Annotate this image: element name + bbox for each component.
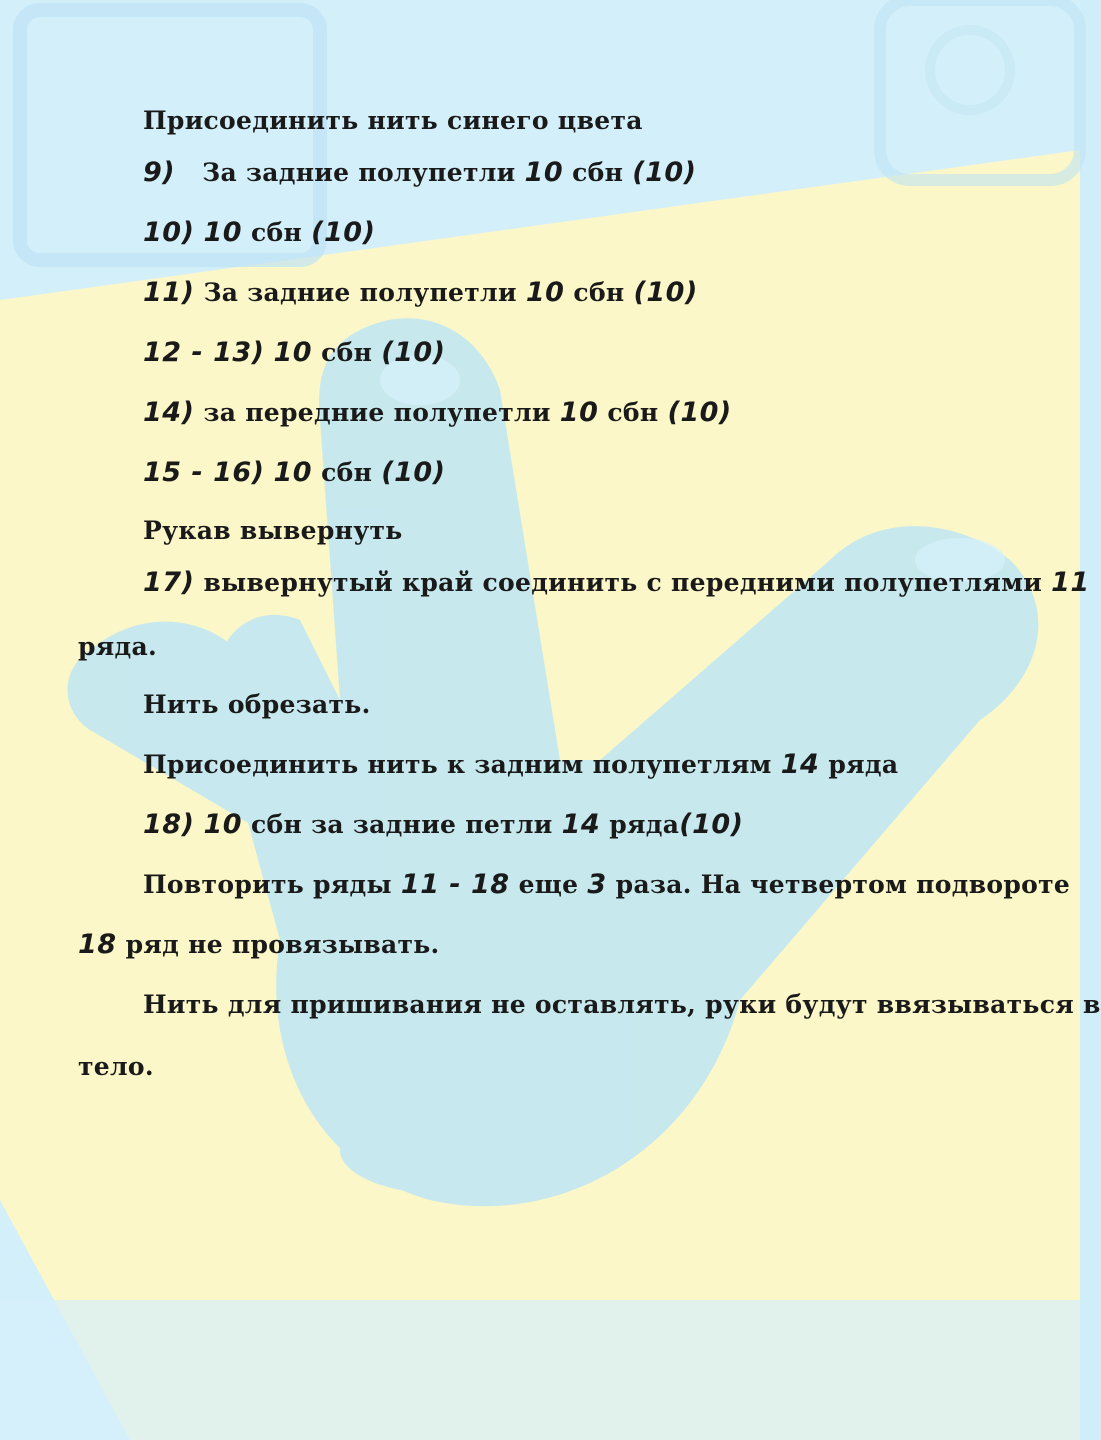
text-line <box>143 690 371 720</box>
total-count: (10) <box>311 217 376 248</box>
repeat-count: 3 <box>587 869 607 900</box>
total-count: (10) <box>633 277 698 308</box>
line-text: ряда <box>828 750 899 779</box>
line-text: За задние полупетли <box>203 278 517 307</box>
stitch-count: 10 <box>203 217 243 248</box>
line-text: сбн <box>321 458 373 487</box>
total-count: (10) <box>381 337 446 368</box>
text-line <box>143 278 698 308</box>
row-number: 11) <box>143 277 195 308</box>
total-count: (10) <box>381 457 446 488</box>
line-text: Присоединить нить к задним полупетлям <box>143 750 772 779</box>
text-line <box>143 218 375 248</box>
row-number: 12 - 13) <box>143 337 265 368</box>
text-line <box>143 398 732 428</box>
stitch-count: 10 <box>273 337 313 368</box>
line-text: еще <box>518 870 579 899</box>
row-number: 10) <box>143 217 195 248</box>
row-number: 14) <box>143 397 195 428</box>
text-line <box>143 869 1071 900</box>
stitch-count: 10 <box>273 457 313 488</box>
line-text: сбн за задние петли <box>251 810 553 839</box>
text-line <box>143 810 744 840</box>
line-text: Рукав вывернуть <box>143 516 403 545</box>
line-text: сбн <box>572 158 624 187</box>
row-range: 11 - 18 <box>400 869 510 900</box>
line-text: сбн <box>607 398 659 427</box>
line-text: раза. На четвертом подвороте <box>615 870 1071 899</box>
text-line <box>78 930 440 960</box>
row-reference: 11 <box>1051 567 1090 598</box>
row-reference: 14 <box>561 809 601 840</box>
total-count: (10) <box>632 157 697 188</box>
row-number: 17) <box>143 567 195 598</box>
total-count: (10) <box>679 809 744 840</box>
line-text: сбн <box>321 338 373 367</box>
text-line <box>78 632 157 662</box>
line-text: ряд не провязывать. <box>125 930 440 959</box>
stitch-count: 10 <box>524 157 564 188</box>
total-count: (10) <box>667 397 732 428</box>
text-line <box>143 567 1090 598</box>
line-text: тело. <box>78 1052 154 1081</box>
line-text: вывернутый край соединить с передними полупетлями <box>203 568 1043 597</box>
text-line <box>143 516 403 546</box>
row-number: 15 - 16) <box>143 457 265 488</box>
stitch-count: 10 <box>203 809 243 840</box>
line-text: Нить обрезать. <box>143 690 371 719</box>
line-text: За задние полупетли <box>202 158 516 187</box>
text-line <box>143 458 446 488</box>
row-number: 9) <box>143 157 176 188</box>
line-text: Присоединить нить синего цвета <box>143 106 643 135</box>
line-text: сбн <box>251 218 303 247</box>
text-line <box>143 106 643 136</box>
line-text: сбн <box>573 278 625 307</box>
line-text: за передние полупетли <box>203 398 551 427</box>
text-line <box>143 990 1101 1020</box>
line-text: ряда <box>609 810 680 839</box>
text-line <box>78 1052 154 1082</box>
line-text: ряда. <box>78 632 158 661</box>
stitch-count: 10 <box>559 397 599 428</box>
text-line <box>143 750 898 780</box>
row-reference: 14 <box>780 749 820 780</box>
text-line <box>143 338 446 368</box>
line-text: Повторить ряды <box>143 870 392 899</box>
line-text: Нить для пришивания не оставлять, руки будут ввязываться в <box>143 990 1101 1019</box>
stitch-count: 10 <box>525 277 565 308</box>
text-line <box>143 158 697 188</box>
row-reference: 18 <box>78 929 117 960</box>
row-number: 18) <box>143 809 195 840</box>
